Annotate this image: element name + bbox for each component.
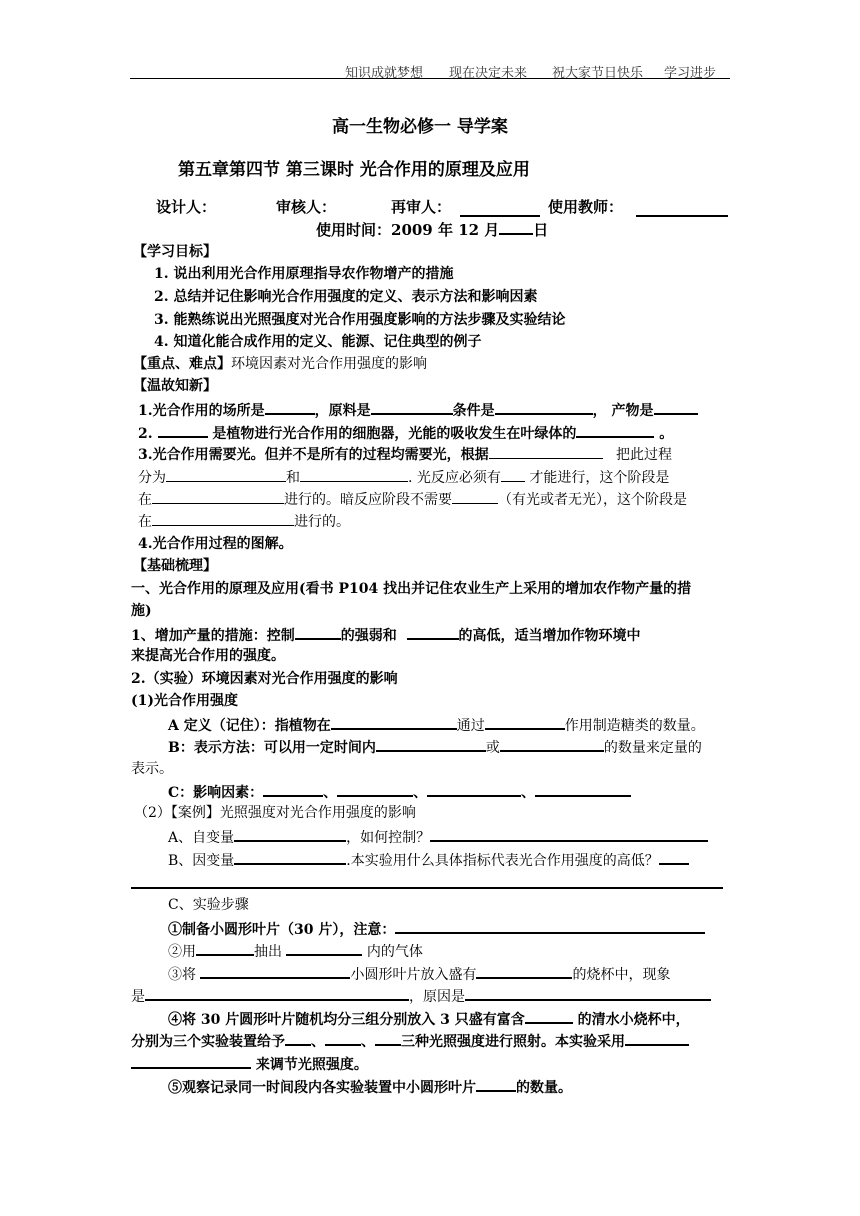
blank[interactable] <box>659 849 689 865</box>
header-motto-3: 祝大家节日快乐 <box>552 66 644 81</box>
blank[interactable] <box>263 781 323 797</box>
teacher-label: 使用教师： <box>548 198 624 216</box>
review-q3-line1: 3.光合作用需要光。但并不是所有的过程均需要光，根据 把此过程 <box>138 444 672 465</box>
goal-1: 1. 说出利用光合作用原理指导农作物增产的措施 <box>154 266 454 282</box>
blank[interactable] <box>152 489 284 504</box>
blank[interactable] <box>465 985 711 1001</box>
review-q3-line4: 在 进行的。 <box>138 511 350 532</box>
page-header <box>130 62 730 79</box>
blank[interactable] <box>476 1076 516 1092</box>
step-4-cont: 分别为三个实验装置给予 、 、 三种光照强度进行照射。本实验采用 <box>131 1030 689 1052</box>
blank[interactable] <box>576 422 654 438</box>
designer-label: 设计人： <box>156 198 217 216</box>
blank[interactable] <box>131 1053 251 1069</box>
case-heading: （2）【案例】光照强度对光合作用强度的影响 <box>134 805 416 821</box>
blank[interactable] <box>535 781 631 797</box>
blank[interactable] <box>430 826 708 842</box>
def-a: A 定义（记住）：指植物在 通过 作用制造糖类的数量。 <box>168 714 705 736</box>
review-q3-line2: 分为 和 . 光反应必须有 才能进行，这个阶段是 <box>138 467 669 488</box>
key-text: 环境因素对光合作用强度的影响 <box>231 356 427 372</box>
time-suffix: 日 <box>533 221 549 239</box>
goal-2: 2. 总结并记住影响光合作用强度的定义、表示方法和影响因素 <box>154 289 538 305</box>
blank[interactable] <box>500 736 604 752</box>
blank[interactable] <box>495 399 593 415</box>
teacher-field[interactable] <box>636 201 728 217</box>
basics-p1a: 一、光合作用的原理及应用(看书 P104 找出并记住农业生产上采用的增加农作物产量的措 <box>131 581 692 597</box>
review-q1: 1.光合作用的场所是 ，原料是 条件是 ， 产物是 <box>138 399 698 421</box>
doc-subtitle: 第五章第四节 第三课时 光合作用的原理及应用 <box>178 160 530 180</box>
answer-line[interactable] <box>131 887 723 889</box>
basics-p2d: 来提高光合作用的强度。 <box>131 648 285 664</box>
blank[interactable] <box>196 940 254 956</box>
review-q2: 2. 是植物进行光合作用的细胞器，光能的吸收发生在叶绿体的 。 <box>138 422 673 444</box>
time-label: 使用时间：2009 年 12 月 <box>316 221 500 239</box>
meta-time <box>316 219 548 240</box>
key-label: 【重点、难点】 <box>133 356 231 372</box>
section-key <box>133 354 427 374</box>
step-3: ③将 小圆形叶片放入盛有 的烧杯中，现象 <box>168 963 670 985</box>
blank[interactable] <box>501 467 525 482</box>
section-basics: 【基础梳理】 <box>133 558 217 574</box>
blank[interactable] <box>234 849 346 865</box>
doc-title: 高一生物必修一 导学案 <box>332 117 508 137</box>
basics-p1b: 施) <box>131 603 152 619</box>
step-4-tail: 来调节光照强度。 <box>131 1053 368 1075</box>
rereviewer-field[interactable] <box>460 201 540 217</box>
blank[interactable] <box>395 918 705 934</box>
blank[interactable] <box>325 1030 361 1046</box>
blank[interactable] <box>489 444 603 459</box>
blank[interactable] <box>407 624 459 640</box>
blank[interactable] <box>452 489 498 504</box>
step-5: ⑤观察记录同一时间段内各实验装置中小圆形叶片 的数量。 <box>168 1076 572 1098</box>
section-review: 【温故知新】 <box>133 378 217 394</box>
blank[interactable] <box>265 399 315 415</box>
step-4: ④将 30 片圆形叶片随机均分三组分别放入 3 只盛有富含 的清水小烧杯中， <box>168 1008 690 1030</box>
basics-p3: 2.（实验）环境因素对光合作用强度的影响 <box>131 671 398 687</box>
blank[interactable] <box>200 963 350 979</box>
rereviewer-label: 再审人： <box>391 198 452 216</box>
header-motto-1: 知识成就梦想 <box>345 66 424 81</box>
step-1: ①制备小圆形叶片（30 片），注意： <box>168 918 705 940</box>
blank[interactable] <box>476 963 572 979</box>
blank[interactable] <box>285 1030 311 1046</box>
basics-p4: (1)光合作用强度 <box>131 693 238 709</box>
blank[interactable] <box>166 467 286 482</box>
basics-p2: 1、增加产量的措施：控制 的强弱和 的高低，适当增加作物环境中 <box>131 624 641 646</box>
blank[interactable] <box>337 781 413 797</box>
step-3-cont: 是 ，原因是 <box>131 985 711 1007</box>
review-q3-line3: 在 进行的。暗反应阶段不需要 （有光或者无光），这个阶段是 <box>138 489 687 510</box>
blank[interactable] <box>375 1030 401 1046</box>
review-q4: 4.光合作用过程的图解。 <box>138 536 293 552</box>
blank[interactable] <box>145 985 409 1001</box>
blank[interactable] <box>376 736 486 752</box>
blank[interactable] <box>152 511 294 526</box>
blank[interactable] <box>525 1008 573 1024</box>
step-2: ②用 抽出 内的气体 <box>168 940 423 962</box>
case-dv: B、因变量 .本实验用什么具体指标代表光合作用强度的高低？ <box>168 849 689 871</box>
goal-3: 3. 能熟练说出光照强度对光合作用强度影响的方法步骤及实验结论 <box>154 312 566 328</box>
blank[interactable] <box>485 714 565 730</box>
def-c: C：影响因素： 、 、 、 <box>168 781 631 803</box>
blank[interactable] <box>286 940 362 956</box>
section-goals: 【学习目标】 <box>133 244 217 260</box>
blank[interactable] <box>295 624 341 640</box>
def-b: B：表示方法：可以用一定时间内 或 的数量来定量的 <box>168 736 702 758</box>
header-motto-2: 现在决定未来 <box>449 66 528 81</box>
steps-heading: C、实验步骤 <box>168 897 249 913</box>
goal-4: 4. 知道化能合成作用的定义、能源、记住典型的例子 <box>154 334 482 350</box>
blank[interactable] <box>371 399 453 415</box>
day-field[interactable] <box>499 219 533 235</box>
blank[interactable] <box>331 714 457 730</box>
blank[interactable] <box>654 399 698 415</box>
header-motto-4: 学习进步 <box>664 66 717 81</box>
blank[interactable] <box>625 1030 689 1046</box>
blank[interactable] <box>427 781 521 797</box>
case-iv: A、自变量 ，如何控制？ <box>168 826 708 848</box>
blank[interactable] <box>158 422 208 438</box>
def-b-tail: 表示。 <box>131 761 173 777</box>
meta-row <box>156 197 731 217</box>
blank[interactable] <box>300 467 408 482</box>
blank[interactable] <box>234 826 346 842</box>
reviewer-label: 审核人： <box>276 198 337 216</box>
